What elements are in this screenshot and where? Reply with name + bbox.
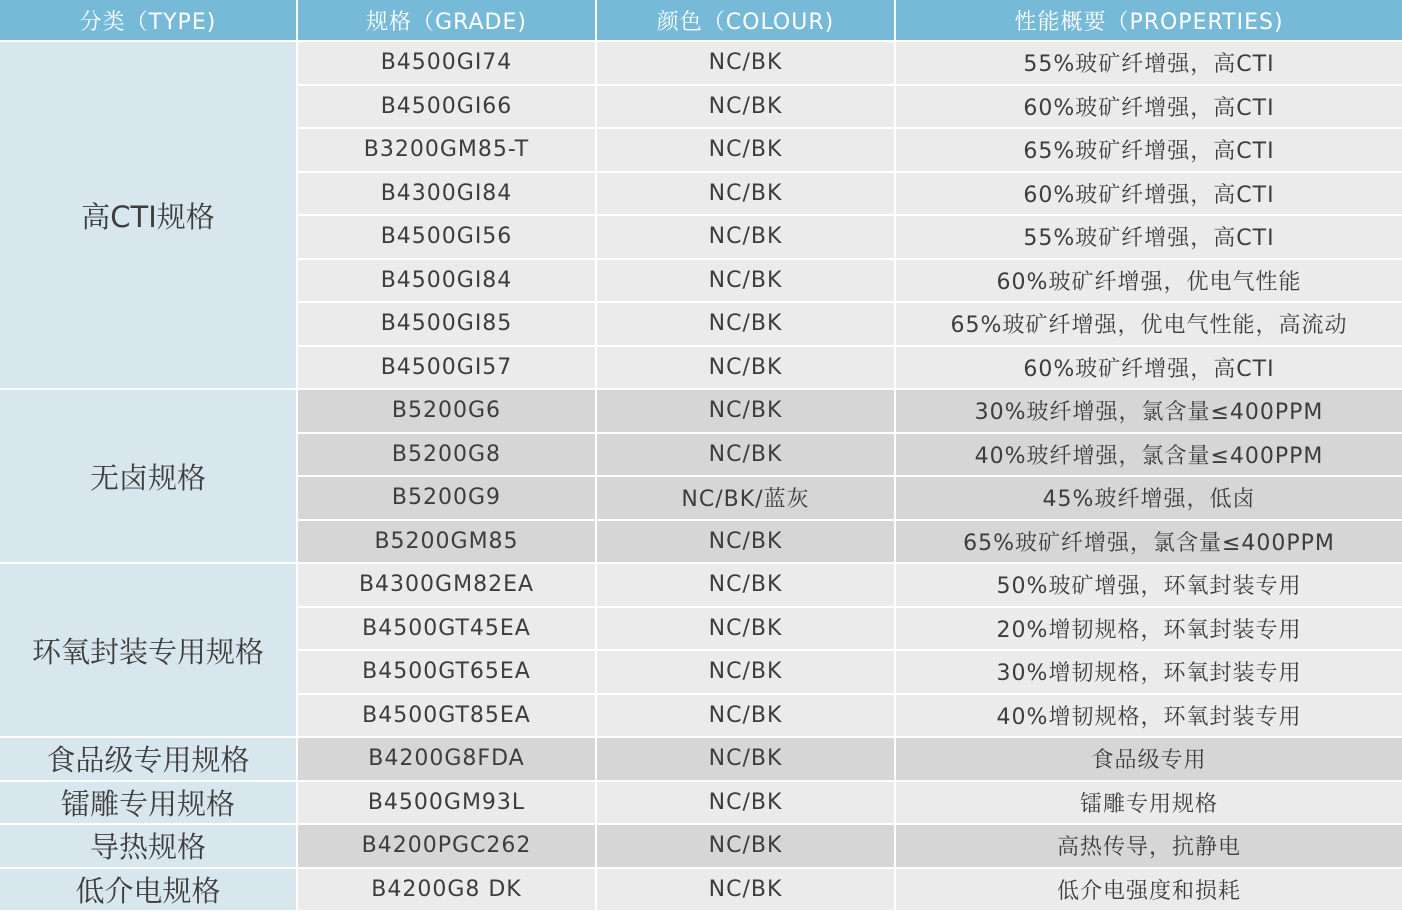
- header-properties: 性能概要（PROPERTIES): [895, 0, 1402, 41]
- properties-cell: 40%增韧规格，环氧封装专用: [895, 694, 1402, 738]
- grade-cell: B4500GT65EA: [297, 650, 596, 694]
- colour-cell: NC/BK: [596, 128, 895, 172]
- colour-cell: NC/BK: [596, 650, 895, 694]
- grade-cell: B5200G6: [297, 389, 596, 433]
- table-row: [0, 781, 1402, 825]
- table-row: [0, 563, 1402, 607]
- grade-cell: B4300GI84: [297, 172, 596, 216]
- properties-cell: 30%玻纤增强，氯含量≤400PPM: [895, 389, 1402, 433]
- grade-cell: B4500GI85: [297, 302, 596, 346]
- category-cell: 低介电规格: [0, 868, 297, 912]
- grade-cell: B4500GT85EA: [297, 694, 596, 738]
- colour-cell: NC/BK: [596, 824, 895, 868]
- category-cell: 食品级专用规格: [0, 737, 297, 781]
- properties-cell: 55%玻矿纤增强，高CTI: [895, 215, 1402, 259]
- grade-cell: B5200GM85: [297, 520, 596, 564]
- properties-cell: 45%玻纤增强，低卤: [895, 476, 1402, 520]
- grade-cell: B3200GM85-T: [297, 128, 596, 172]
- table-row: [0, 389, 1402, 433]
- properties-cell: 55%玻矿纤增强，高CTI: [895, 41, 1402, 85]
- colour-cell: NC/BK: [596, 868, 895, 912]
- table-row: [0, 868, 1402, 912]
- header-grade: 规格（GRADE): [297, 0, 596, 41]
- properties-cell: 65%玻矿纤增强，优电气性能，高流动: [895, 302, 1402, 346]
- grade-cell: B4500GI74: [297, 41, 596, 85]
- colour-cell: NC/BK: [596, 433, 895, 477]
- properties-cell: 65%玻矿纤增强，氯含量≤400PPM: [895, 520, 1402, 564]
- table-header: [0, 0, 1402, 41]
- colour-cell: NC/BK/蓝灰: [596, 476, 895, 520]
- grade-cell: B4500GI84: [297, 259, 596, 303]
- grade-cell: B4200PGC262: [297, 824, 596, 868]
- colour-cell: NC/BK: [596, 694, 895, 738]
- colour-cell: NC/BK: [596, 607, 895, 651]
- grade-cell: B4200G8FDA: [297, 737, 596, 781]
- category-cell: 镭雕专用规格: [0, 781, 297, 825]
- colour-cell: NC/BK: [596, 520, 895, 564]
- table-row: [0, 41, 1402, 85]
- grade-cell: B4500GT45EA: [297, 607, 596, 651]
- category-cell: 导热规格: [0, 824, 297, 868]
- properties-cell: 30%增韧规格，环氧封装专用: [895, 650, 1402, 694]
- colour-cell: NC/BK: [596, 781, 895, 825]
- properties-cell: 40%玻纤增强，氯含量≤400PPM: [895, 433, 1402, 477]
- colour-cell: NC/BK: [596, 346, 895, 390]
- grade-cell: B5200G9: [297, 476, 596, 520]
- table-row: [0, 824, 1402, 868]
- header-colour: 颜色（COLOUR): [596, 0, 895, 41]
- colour-cell: NC/BK: [596, 41, 895, 85]
- properties-cell: 高热传导，抗静电: [895, 824, 1402, 868]
- properties-cell: 低介电强度和损耗: [895, 868, 1402, 912]
- grade-cell: B4500GM93L: [297, 781, 596, 825]
- colour-cell: NC/BK: [596, 85, 895, 129]
- properties-cell: 60%玻矿纤增强，高CTI: [895, 346, 1402, 390]
- category-cell: 无卤规格: [0, 389, 297, 563]
- category-cell: 高CTI规格: [0, 41, 297, 389]
- grade-cell: B5200G8: [297, 433, 596, 477]
- properties-cell: 60%玻矿纤增强，优电气性能: [895, 259, 1402, 303]
- header-type: 分类（TYPE): [0, 0, 297, 41]
- colour-cell: NC/BK: [596, 172, 895, 216]
- grade-cell: B4500GI57: [297, 346, 596, 390]
- header-row: [0, 0, 1402, 41]
- colour-cell: NC/BK: [596, 389, 895, 433]
- colour-cell: NC/BK: [596, 302, 895, 346]
- table-body: [0, 41, 1402, 911]
- properties-cell: 65%玻矿纤增强，高CTI: [895, 128, 1402, 172]
- colour-cell: NC/BK: [596, 563, 895, 607]
- properties-cell: 50%玻矿增强，环氧封装专用: [895, 563, 1402, 607]
- colour-cell: NC/BK: [596, 215, 895, 259]
- grade-cell: B4500GI66: [297, 85, 596, 129]
- colour-cell: NC/BK: [596, 737, 895, 781]
- properties-cell: 60%玻矿纤增强，高CTI: [895, 172, 1402, 216]
- properties-cell: 镭雕专用规格: [895, 781, 1402, 825]
- properties-cell: 食品级专用: [895, 737, 1402, 781]
- colour-cell: NC/BK: [596, 259, 895, 303]
- table-row: [0, 737, 1402, 781]
- category-cell: 环氧封装专用规格: [0, 563, 297, 737]
- grade-cell: B4500GI56: [297, 215, 596, 259]
- properties-cell: 20%增韧规格，环氧封装专用: [895, 607, 1402, 651]
- properties-cell: 60%玻矿纤增强，高CTI: [895, 85, 1402, 129]
- grade-cell: B4200G8 DK: [297, 868, 596, 912]
- grade-cell: B4300GM82EA: [297, 563, 596, 607]
